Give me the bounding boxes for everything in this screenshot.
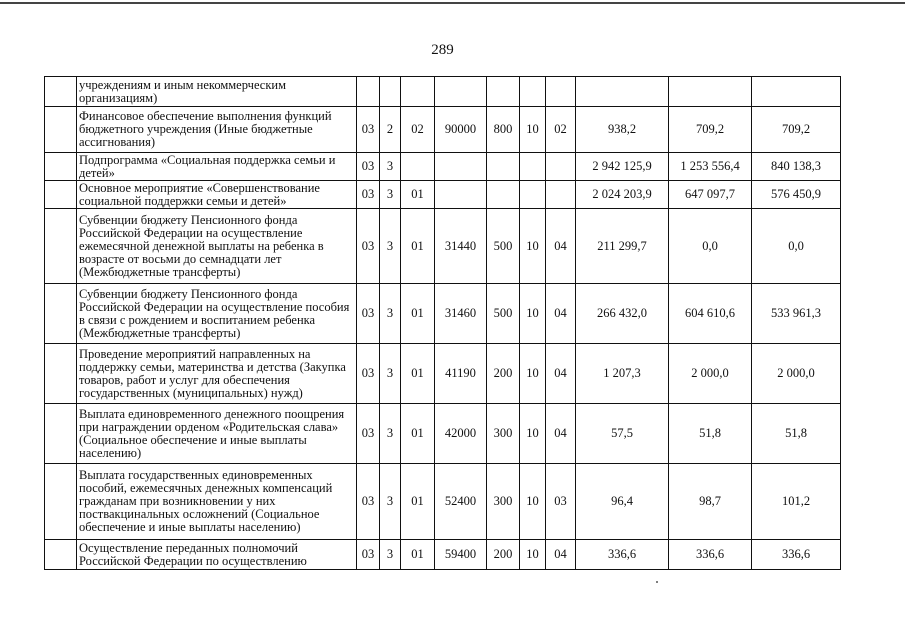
amount-cell-y3 <box>752 77 841 107</box>
table-row <box>45 344 841 404</box>
amount-cell-y2: 647 097,7 <box>669 181 752 209</box>
budget-table <box>44 76 841 570</box>
code-cell-c6 <box>520 77 546 107</box>
code-cell-c4: 42000 <box>435 404 487 464</box>
code-cell-c5: 300 <box>487 464 520 540</box>
code-cell-c7 <box>546 153 576 181</box>
row-name-cell: Подпрограмма «Социальная поддержка семьи и детей» <box>77 153 357 181</box>
code-cell-c3: 01 <box>401 464 435 540</box>
row-number-cell <box>45 464 77 540</box>
amount-cell-y1: 211 299,7 <box>576 209 669 284</box>
code-cell-c3: 01 <box>401 404 435 464</box>
scan-top-edge <box>0 2 905 4</box>
code-cell-c1: 03 <box>357 540 380 570</box>
amount-cell-y2 <box>669 77 752 107</box>
amount-cell-y2: 2 000,0 <box>669 344 752 404</box>
code-cell-c5: 500 <box>487 209 520 284</box>
amount-cell-y3: 2 000,0 <box>752 344 841 404</box>
code-cell-c2: 3 <box>380 540 401 570</box>
code-cell-c6: 10 <box>520 540 546 570</box>
code-cell-c3: 01 <box>401 344 435 404</box>
code-cell-c2: 3 <box>380 344 401 404</box>
code-cell-c5: 200 <box>487 344 520 404</box>
amount-cell-y3: 533 961,3 <box>752 284 841 344</box>
amount-cell-y3: 51,8 <box>752 404 841 464</box>
table-row <box>45 209 841 284</box>
row-name-cell: Основное мероприятие «Совершенствование социальной поддержки семьи и детей» <box>77 181 357 209</box>
code-cell-c2 <box>380 77 401 107</box>
amount-cell-y1: 938,2 <box>576 107 669 153</box>
row-number-cell <box>45 107 77 153</box>
amount-cell-y3: 709,2 <box>752 107 841 153</box>
amount-cell-y1: 57,5 <box>576 404 669 464</box>
code-cell-c4 <box>435 77 487 107</box>
row-name-cell: Осуществление переданных полномочий Российской Федерации по осуществлению <box>77 540 357 570</box>
table-row <box>45 77 841 107</box>
code-cell-c4 <box>435 181 487 209</box>
amount-cell-y1 <box>576 77 669 107</box>
code-cell-c7: 04 <box>546 540 576 570</box>
code-cell-c2: 2 <box>380 107 401 153</box>
code-cell-c4: 31460 <box>435 284 487 344</box>
row-name-cell: Выплата единовременного денежного поощрения при награждении орденом «Родительская слава» (Социальное обеспечение и иные выплаты населению) <box>77 404 357 464</box>
amount-cell-y1: 96,4 <box>576 464 669 540</box>
row-number-cell <box>45 181 77 209</box>
code-cell-c3: 01 <box>401 284 435 344</box>
code-cell-c7: 02 <box>546 107 576 153</box>
row-number-cell <box>45 284 77 344</box>
amount-cell-y3: 101,2 <box>752 464 841 540</box>
table-row <box>45 540 841 570</box>
code-cell-c6: 10 <box>520 464 546 540</box>
code-cell-c1: 03 <box>357 404 380 464</box>
code-cell-c7: 04 <box>546 209 576 284</box>
code-cell-c3 <box>401 77 435 107</box>
code-cell-c7: 04 <box>546 404 576 464</box>
code-cell-c6 <box>520 153 546 181</box>
code-cell-c4: 90000 <box>435 107 487 153</box>
row-number-cell <box>45 344 77 404</box>
code-cell-c4: 59400 <box>435 540 487 570</box>
table-body <box>45 77 841 570</box>
code-cell-c1: 03 <box>357 284 380 344</box>
scan-speck <box>656 581 658 583</box>
code-cell-c1: 03 <box>357 181 380 209</box>
table-row <box>45 284 841 344</box>
amount-cell-y3: 576 450,9 <box>752 181 841 209</box>
code-cell-c1 <box>357 77 380 107</box>
code-cell-c4 <box>435 153 487 181</box>
row-name-cell: Субвенции бюджету Пенсионного фонда Российской Федерации на осуществление пособия в связи с рождением и воспитанием ребенка (Межбюджетные трансферты) <box>77 284 357 344</box>
amount-cell-y1: 2 024 203,9 <box>576 181 669 209</box>
code-cell-c2: 3 <box>380 404 401 464</box>
row-number-cell <box>45 540 77 570</box>
row-name-cell: Финансовое обеспечение выполнения функций бюджетного учреждения (Иные бюджетные ассигнования) <box>77 107 357 153</box>
code-cell-c5: 200 <box>487 540 520 570</box>
row-name-cell: Проведение мероприятий направленных на поддержку семьи, материнства и детства (Закупка товаров, работ и услуг для обеспечения государственных (муниципальных) нужд) <box>77 344 357 404</box>
amount-cell-y1: 1 207,3 <box>576 344 669 404</box>
code-cell-c3: 01 <box>401 209 435 284</box>
row-name-cell: Выплата государственных единовременных пособий, ежемесячных денежных компенсаций гражданам при возникновении у них поствакцинальных осложнений (Социальное обеспечение и иные выплаты населению) <box>77 464 357 540</box>
code-cell-c3 <box>401 153 435 181</box>
amount-cell-y2: 98,7 <box>669 464 752 540</box>
code-cell-c1: 03 <box>357 153 380 181</box>
code-cell-c7: 03 <box>546 464 576 540</box>
code-cell-c6: 10 <box>520 107 546 153</box>
amount-cell-y2: 336,6 <box>669 540 752 570</box>
row-number-cell <box>45 209 77 284</box>
code-cell-c7 <box>546 181 576 209</box>
table-row <box>45 404 841 464</box>
page-number: 289 <box>431 42 454 58</box>
amount-cell-y2: 51,8 <box>669 404 752 464</box>
code-cell-c4: 41190 <box>435 344 487 404</box>
code-cell-c2: 3 <box>380 181 401 209</box>
code-cell-c6: 10 <box>520 404 546 464</box>
code-cell-c2: 3 <box>380 464 401 540</box>
code-cell-c3: 01 <box>401 540 435 570</box>
code-cell-c1: 03 <box>357 344 380 404</box>
code-cell-c5: 300 <box>487 404 520 464</box>
amount-cell-y1: 2 942 125,9 <box>576 153 669 181</box>
code-cell-c7: 04 <box>546 344 576 404</box>
code-cell-c6: 10 <box>520 284 546 344</box>
amount-cell-y2: 1 253 556,4 <box>669 153 752 181</box>
code-cell-c1: 03 <box>357 107 380 153</box>
code-cell-c7: 04 <box>546 284 576 344</box>
code-cell-c4: 31440 <box>435 209 487 284</box>
amount-cell-y1: 336,6 <box>576 540 669 570</box>
row-number-cell <box>45 404 77 464</box>
code-cell-c1: 03 <box>357 209 380 284</box>
code-cell-c5: 800 <box>487 107 520 153</box>
table-row <box>45 107 841 153</box>
code-cell-c3: 02 <box>401 107 435 153</box>
code-cell-c5 <box>487 181 520 209</box>
code-cell-c6 <box>520 181 546 209</box>
amount-cell-y2: 0,0 <box>669 209 752 284</box>
row-name-cell: учреждениям и иным некоммерческим организациям) <box>77 77 357 107</box>
table-row <box>45 464 841 540</box>
table-row <box>45 181 841 209</box>
code-cell-c2: 3 <box>380 209 401 284</box>
row-number-cell <box>45 153 77 181</box>
code-cell-c5 <box>487 153 520 181</box>
amount-cell-y1: 266 432,0 <box>576 284 669 344</box>
code-cell-c6: 10 <box>520 344 546 404</box>
amount-cell-y2: 604 610,6 <box>669 284 752 344</box>
code-cell-c7 <box>546 77 576 107</box>
amount-cell-y3: 840 138,3 <box>752 153 841 181</box>
code-cell-c1: 03 <box>357 464 380 540</box>
code-cell-c2: 3 <box>380 153 401 181</box>
table-row <box>45 153 841 181</box>
code-cell-c5 <box>487 77 520 107</box>
amount-cell-y2: 709,2 <box>669 107 752 153</box>
amount-cell-y3: 336,6 <box>752 540 841 570</box>
code-cell-c2: 3 <box>380 284 401 344</box>
row-name-cell: Субвенции бюджету Пенсионного фонда Российской Федерации на осуществление ежемесячной денежной выплаты на ребенка в возрасте от восьми до семнадцати лет (Межбюджетные трансферты) <box>77 209 357 284</box>
row-number-cell <box>45 77 77 107</box>
code-cell-c3: 01 <box>401 181 435 209</box>
amount-cell-y3: 0,0 <box>752 209 841 284</box>
code-cell-c6: 10 <box>520 209 546 284</box>
code-cell-c5: 500 <box>487 284 520 344</box>
code-cell-c4: 52400 <box>435 464 487 540</box>
